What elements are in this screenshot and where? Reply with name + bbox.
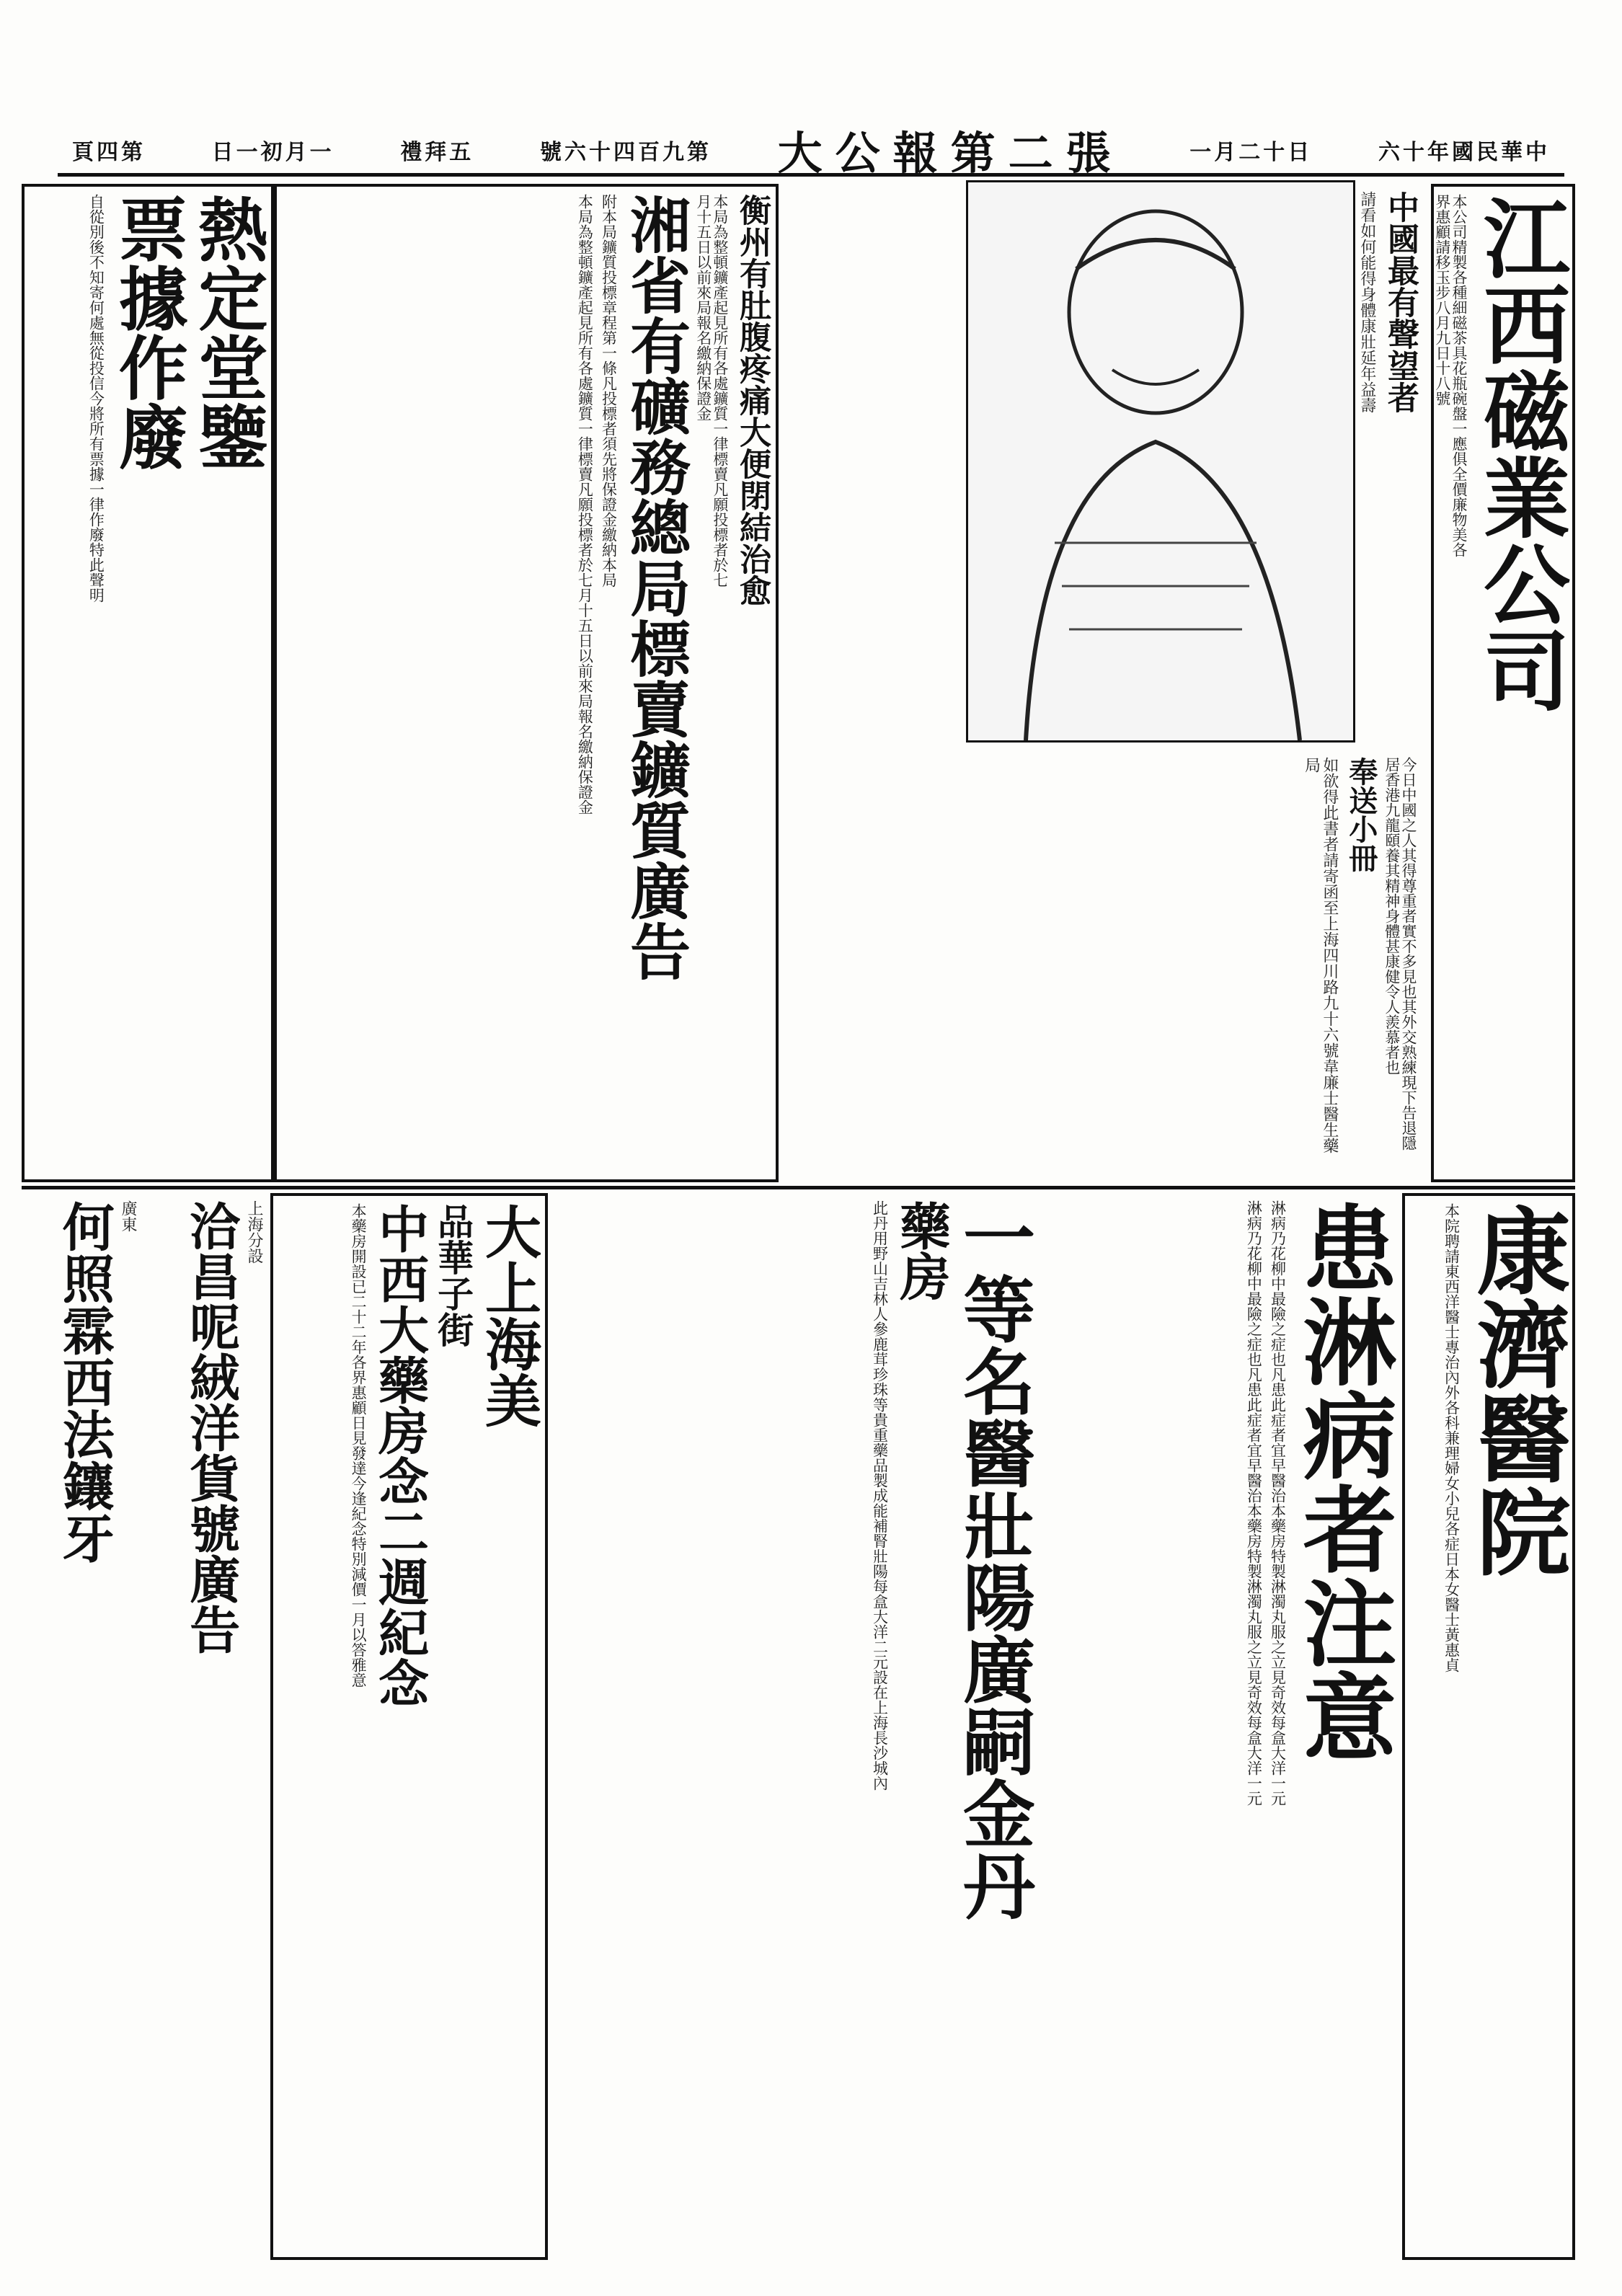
ad-hezhao-dentist — [22, 1193, 144, 2260]
ad-top: 大上海美 — [476, 1203, 541, 1428]
ad-title: 湘省有礦務總局標賣鑛質廣告 — [620, 194, 692, 981]
ad-body: 本局為整頓鑛產起見所有各處鑛質一律標賣凡願投標者於七月十五日以前來局報名繳納保證金 — [694, 194, 729, 588]
ad-body: 本院聘請東西洋醫士專治內外各科兼理婦女小兒各症日本女醫士黃惠貞 — [1442, 1203, 1461, 1672]
ad-body: 此丹用野山吉林人參鹿茸珍珠等貴重藥品製成能補腎壯陽每盒大洋二元設在上海長沙城內 — [871, 1200, 889, 1791]
ad-title: 患淋病者注意 — [1288, 1200, 1398, 1763]
ad-notice: 如欲得此書者請寄函至上海四川路九十六號韋廉士醫生藥局 — [1302, 757, 1339, 1153]
ad-side: 品華子街 — [432, 1203, 475, 1347]
ad-subtitle: 請看如何能得身體康壯延年益壽 — [1357, 191, 1376, 413]
ad-body: 本公司精製各種細磁茶具花瓶碗盤一應俱全價廉物美各界惠顧請移玉步八月九日十八號 — [1433, 194, 1468, 557]
ad-dayaofang — [270, 1193, 548, 2260]
ad-body: 淋病乃花柳中最險之症也凡患此症者宜早醫治本藥房特製淋濁丸服之立見奇效每盒大洋一元 — [1269, 1200, 1287, 1806]
page-header — [58, 126, 1564, 177]
ad-title-1: 熱定堂鑒 — [187, 194, 269, 471]
ad-zhuangyang-pill — [548, 1193, 1038, 2260]
ad-body: 自從別後不知寄何處無從投信今將所有票據一律作廢特此聲明 — [87, 194, 105, 603]
masthead: 大公報第二張 — [777, 127, 1124, 179]
portrait-figure — [968, 182, 1353, 740]
ad-title: 洽昌呢絨洋貨號廣告 — [181, 1200, 241, 1654]
ad-jiangxi-ceramics — [1431, 184, 1575, 1182]
ad-title-2: 票據作廢 — [107, 194, 190, 471]
ad-body-2: 淋病乃花柳中最險之症也凡患此症者宜早醫治本藥房特製淋濁丸服之立見奇效每盒大洋一元 — [1245, 1200, 1263, 1806]
ad-side-label: 藥房 — [892, 1200, 952, 1301]
ad-notice-left — [22, 184, 274, 1182]
ad-title: 何照霖西法鑲牙 — [53, 1200, 115, 1564]
ad-caption: 奉送小冊 — [1344, 757, 1378, 872]
ad-qiachang — [144, 1193, 270, 2260]
header-year: 六十年國民華中 — [1378, 139, 1550, 165]
ad-top: 廣東 — [119, 1200, 137, 1232]
ad-body-2: 本局為整頓鑛產起見所有各處鑛質一律標賣凡願投標者於七月十五日以前來局報名繳納保證金 — [576, 194, 594, 815]
page-number: 頁四第 — [72, 139, 146, 165]
header-issue-number: 號六十四百九第 — [539, 139, 712, 165]
ad-mining-bureau — [274, 184, 779, 1182]
ad-title: 中國最有聲望者 — [1382, 191, 1419, 413]
ad-celebrity-text — [779, 750, 1424, 1182]
ad-top-headline: 衡州有肚腹疼痛大便閉結治愈 — [734, 194, 771, 606]
portrait-illustration — [966, 180, 1355, 743]
section-divider — [22, 1186, 1575, 1189]
ad-gonorrhea — [1038, 1193, 1399, 2260]
header-weekday: 禮拜五 — [400, 139, 474, 165]
ad-title: 中西大藥房念二週紀念 — [370, 1203, 430, 1708]
ad-title: 一等名醫壯陽廣嗣金丹 — [951, 1200, 1036, 1921]
ad-title: 江西磁業公司 — [1469, 194, 1571, 713]
ad-top: 上海分設 — [245, 1200, 263, 1264]
header-date-lunar: 日一初月一 — [211, 139, 334, 165]
ad-body-continued: 今日中國之人其得尊重者實不多見也其外交熟練現下告退隱居香港九龍頤養其精神身體甚康健令人羨慕者也 — [1383, 757, 1417, 1151]
ad-body: 本藥房開設已二十二年各界惠顧日見發達今逢紀念特別減價一月以答雅意 — [350, 1203, 368, 1688]
ad-kangji-hospital — [1402, 1193, 1575, 2260]
header-date: 一月二十日 — [1189, 139, 1313, 165]
ad-title: 康濟醫院 — [1461, 1203, 1572, 1578]
ad-rules: 附本局鑛質投標章程第一條凡投標者須先將保證金繳納本局 — [600, 194, 618, 588]
